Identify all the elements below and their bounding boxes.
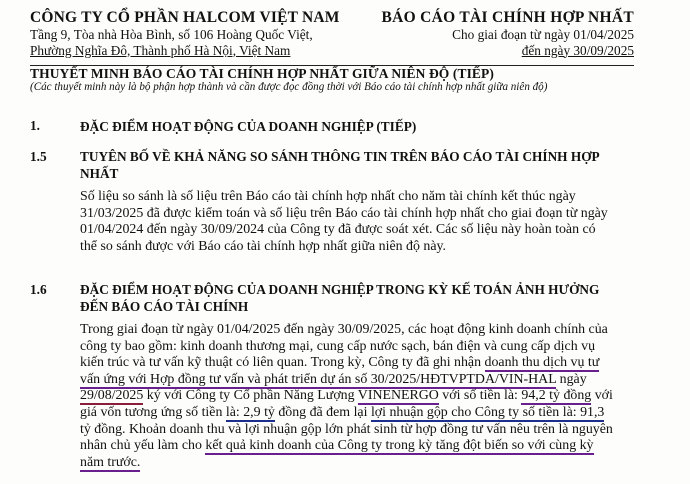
notes-title: THUYẾT MINH BÁO CÁO TÀI CHÍNH HỢP NHẤT GIỮA NIÊN ĐỘ (TIẾP) — [30, 66, 494, 81]
report-period-line1: Cho giai đoạn từ ngày 01/04/2025 — [452, 27, 634, 42]
highlight-last-year: năm trước. — [80, 454, 141, 470]
para-line — [80, 355, 636, 372]
section-1-6-title — [80, 281, 599, 315]
company-header — [30, 9, 370, 58]
para-line: thể so sánh được với Báo cáo tài chính hợp nhất giữa niên độ này. — [80, 238, 447, 254]
highlight-vinenergo: VINENERGO — [357, 388, 439, 404]
para-line: công ty bao gồm: kinh doanh thương mại, cung cấp nước sạch, bán điện và cung cấp dịch vụ — [80, 338, 596, 354]
section-1-5-title-line1: TUYÊN BỐ VỀ KHẢ NĂNG SO SÁNH THÔNG TIN TRÊN BÁO CÁO TÀI CHÍNH HỢP — [80, 149, 600, 164]
highlight-date: 29/08/2025 — [80, 388, 144, 404]
section-1-title: ĐẶC ĐIỂM HOẠT ĐỘNG CỦA DOANH NGHIỆP (TIẾP) — [80, 119, 417, 134]
para-line: Trong giai đoạn từ ngày 01/04/2025 đến ngày 30/09/2025, các hoạt động kinh doanh chính của — [80, 322, 608, 337]
para-text: đồng đã đem lại — [274, 404, 371, 420]
para-line — [80, 438, 636, 455]
highlight-cost: là: 2,9 tỷ — [225, 404, 275, 420]
section-1-6-title-line2: ĐẾN BÁO CÁO TÀI CHÍNH — [80, 299, 249, 314]
para-line: tỷ đồng. Khoản doanh thu và lợi nhuận gộp lớn phát sinh từ hợp đồng tư vấn nêu trên là nguyên — [80, 421, 613, 437]
para-text: với số tiền là: — [438, 388, 522, 404]
para-line: 01/04/2024 đến ngày 30/09/2024 của Công ty đã được soát xét. Các số liệu này hoàn toàn có — [80, 222, 596, 238]
section-1-5-number: 1.5 — [30, 149, 47, 164]
para-line — [80, 388, 636, 405]
para-line — [80, 405, 636, 422]
section-1-5-title — [80, 148, 600, 182]
para-line: 31/03/2025 đã được kiểm toán và số liệu trên Báo cáo tài chính hợp nhất cho giai đoạn từ ngày — [80, 205, 608, 221]
section-1-number: 1. — [30, 118, 40, 133]
report-title: BÁO CÁO TÀI CHÍNH HỢP NHẤT — [381, 9, 634, 26]
para-line — [80, 372, 636, 389]
section-1-6-paragraph — [80, 322, 636, 471]
notes-subtitle: (Các thuyết minh này là bộ phận hợp thành và cần được đọc đồng thời với Báo cáo tài chính hợp nhất giữa niên độ) — [30, 81, 548, 93]
company-name: CÔNG TY CỔ PHẦN HALCOM VIỆT NAM — [30, 9, 340, 26]
para-text: ngày — [556, 371, 587, 387]
section-1-5-title-line2: NHẤT — [80, 166, 119, 181]
highlight-revenue: doanh thu dịch vụ tư — [484, 355, 600, 371]
para-text: kiến trúc và tư vấn kỹ thuật có liên quan. Trong kỳ, Công ty đã ghi nhận — [80, 355, 485, 371]
para-text: giá vốn tương ứng số tiền — [80, 404, 226, 420]
highlight-profit: lợi nhuận gộp cho Công ty số tiền là: 91,3 — [370, 404, 605, 420]
para-text: ký với Công ty Cổ phần Năng Lượng — [143, 388, 358, 404]
highlight-amount: 94,2 tỷ đồng — [521, 388, 592, 404]
company-address-line2: Phường Nghĩa Đô, Thành phố Hà Nội, Việt Nam — [30, 42, 291, 58]
section-1-6-number: 1.6 — [30, 282, 47, 297]
para-text: nhân chủ yếu làm cho — [80, 438, 206, 454]
highlight-result: kết quả kinh doanh của Công ty trong kỳ tăng đột biến so với cùng kỳ — [205, 438, 594, 454]
para-line — [80, 455, 636, 472]
report-header — [374, 9, 634, 58]
company-address-line1: Tầng 9, Tòa nhà Hòa Bình, số 106 Hoàng Quốc Việt, — [30, 27, 313, 42]
section-1-6-title-line1: ĐẶC ĐIỂM HOẠT ĐỘNG CỦA DOANH NGHIỆP TRONG KỲ KẾ TOÁN ẢNH HƯỞNG — [80, 282, 600, 297]
para-text: với — [591, 388, 613, 404]
para-line: Số liệu so sánh là số liệu trên Báo cáo tài chính hợp nhất cho năm tài chính kết thúc ngày — [80, 189, 576, 204]
section-1-5-paragraph — [80, 189, 636, 255]
report-period-line2: đến ngày 30/09/2025 — [521, 42, 634, 58]
highlight-contract: vấn ứng với Hợp đồng tư vấn và phát triển dự án số 30/2025/HĐTVPTDA/VIN-HAL — [80, 371, 557, 387]
